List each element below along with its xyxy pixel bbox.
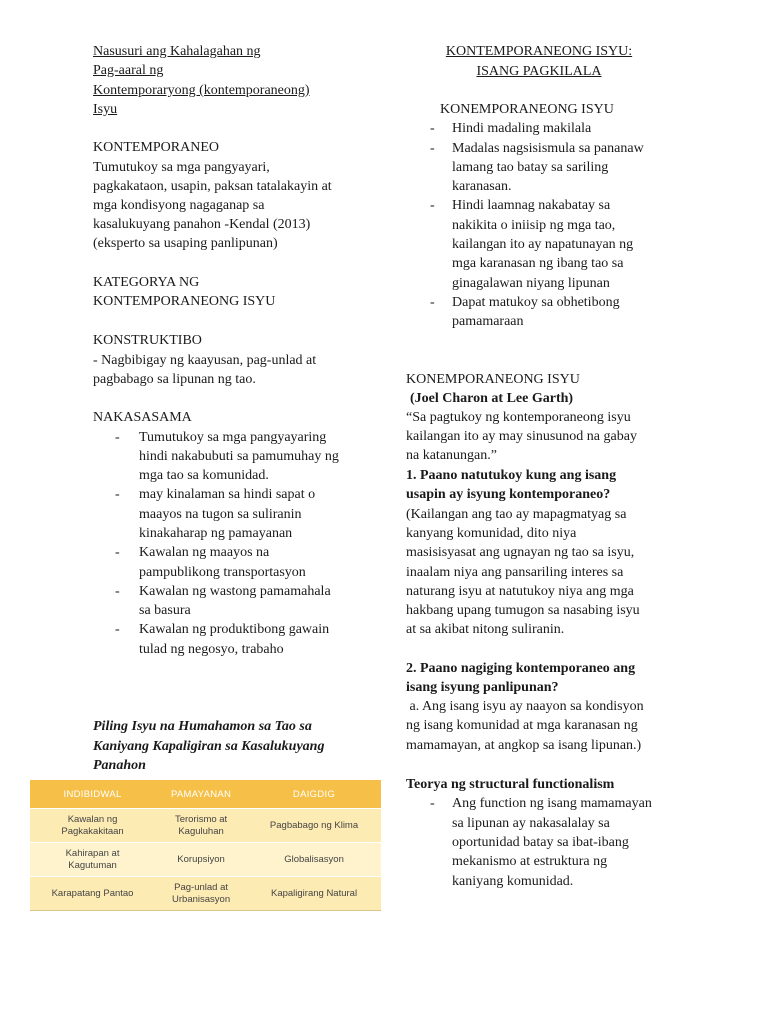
quote-line: kailangan ito ay may sinusunod na gabay [406, 429, 637, 444]
section-heading: Teorya ng structural functionalism [406, 777, 615, 792]
authors: (Joel Charon at Lee Garth) [410, 391, 574, 406]
list-item-line: Hindi laamnag nakabatay sa [452, 198, 611, 213]
table-row [30, 877, 381, 911]
list-item-line: Kawalan ng produktibong gawain [139, 622, 330, 637]
list-item-line: tulad ng negosyo, trabaho [139, 642, 284, 657]
list-item-line: lamang tao batay sa sariling [452, 160, 609, 175]
list-item-line: Tumutukoy sa mga pangyayaring [139, 430, 327, 445]
list-item-line: pamamaraan [452, 314, 524, 329]
bullet-dash: - [115, 487, 120, 502]
table-caption: Panahon [93, 758, 146, 773]
list-item-line: sa basura [139, 603, 191, 618]
header-daigdig: DAIGDIG [247, 780, 381, 809]
answer-line: naturang isyu at natutukoy niya ang mga [406, 584, 634, 599]
answer-line: at sa akibat nitong suliranin. [406, 622, 565, 637]
bullet-dash: - [115, 622, 120, 637]
bullet-dash: - [115, 584, 120, 599]
header-indibidwal: INDIBIDWAL [30, 780, 155, 809]
bullet-dash: - [430, 121, 435, 136]
paragraph-line: Tumutukoy sa mga pangyayari, [93, 160, 270, 175]
paragraph-line: kasalukuyang panahon -Kendal (2013) [93, 217, 311, 232]
paragraph-line: mga kondisyong nagaganap sa [93, 198, 265, 213]
intro-line: Pag-aaral ng [93, 63, 164, 78]
list-item-line: mga tao sa komunidad. [139, 468, 269, 483]
question-line: 1. Paano natutukoy kung ang isang [406, 468, 617, 483]
list-item-line: Kawalan ng maayos na [139, 545, 270, 560]
cell-line: Pagbabago ng Klima [269, 819, 359, 831]
bullet-dash: - [115, 430, 120, 445]
list-item-line: Dapat matukoy sa obhetibong [452, 295, 620, 310]
quote-line: “Sa pagtukoy ng kontemporaneong isyu [406, 410, 631, 425]
cell-line: Korupsiyon [177, 853, 225, 865]
table-cell [30, 843, 155, 877]
answer-line: inaalam niya ang pansariling interes sa [406, 565, 624, 580]
cell-line: Urbanisasyon [172, 893, 231, 905]
table-row [30, 843, 381, 877]
list-item-line: mekanismo at estruktura ng [452, 854, 608, 869]
list-item-line: ginagalawan niyang lipunan [452, 276, 610, 291]
table-caption: Kaniyang Kapaligiran sa Kasalukuyang [93, 739, 325, 754]
section-heading: KONTEMPORANEONG ISYU [93, 294, 276, 309]
intro-line: Kontemporaryong (kontemporaneong) [93, 83, 310, 98]
list-item-line: sa lipunan ay nakasalalay sa [452, 816, 610, 831]
list-item-line: Kawalan ng wastong pamamahala [139, 584, 331, 599]
section-heading: KONEMPORANEONG ISYU [406, 372, 580, 387]
answer-line: hakbang upang tumugon sa nasabing isyu [406, 603, 640, 618]
list-item-line: pampublikong transportasyon [139, 565, 306, 580]
section-heading: KONTEMPORANEO [93, 140, 219, 155]
table-header-row [30, 780, 381, 809]
section-heading: KONEMPORANEONG ISYU [440, 102, 614, 117]
paragraph-line: pagbabago sa lipunan ng tao. [93, 372, 256, 387]
table-cell [247, 809, 381, 843]
page-title: KONTEMPORANEONG ISYU: [445, 44, 633, 59]
question-line: 2. Paano nagiging kontemporaneo ang [406, 661, 636, 676]
list-item-line: Hindi madaling makilala [452, 121, 592, 136]
table-cell [155, 877, 247, 911]
cell-line: Kahirapan at [65, 847, 120, 859]
table-cell [247, 877, 381, 911]
question-line: usapin ay isyung kontemporaneo? [406, 487, 611, 502]
table-row [30, 809, 381, 843]
cell-line: Kagutuman [68, 859, 117, 871]
answer-line: mamamayan, at angkop sa isang lipunan.) [406, 738, 642, 753]
list-item-line: Madalas nagsisismula sa pananaw [452, 141, 644, 156]
paragraph-line: (eksperto sa usaping panlipunan) [93, 236, 278, 251]
cell-line: Pagkakakitaan [61, 825, 124, 837]
list-item-line: Ang function ng isang mamamayan [452, 796, 652, 811]
list-item-line: kaniyang komunidad. [452, 874, 574, 889]
section-heading: NAKASASAMA [93, 410, 192, 425]
section-heading: KONSTRUKTIBO [93, 333, 202, 348]
bullet-dash: - [430, 796, 435, 811]
paragraph-line: pagkakataon, usapin, paksan tatalakayin at [93, 179, 332, 194]
table-cell [247, 843, 381, 877]
table-cell [30, 877, 155, 911]
cell-line: Kaguluhan [178, 825, 224, 837]
paragraph-line: - Nagbibigay ng kaayusan, pag-unlad at [93, 353, 317, 368]
table-cell [155, 809, 247, 843]
intro-line: Isyu [93, 102, 118, 117]
list-item-line: kinakaharap ng pamayanan [139, 526, 293, 541]
section-heading: KATEGORYA NG [93, 275, 200, 290]
bullet-dash: - [430, 141, 435, 156]
list-item-line: mga karanasan ng ibang tao sa [452, 256, 624, 271]
answer-line: kanyang komunidad, dito niya [406, 526, 577, 541]
table-caption: Piling Isyu na Humahamon sa Tao sa [93, 719, 312, 734]
list-item-line: maayos na tugon sa suliranin [139, 507, 302, 522]
cell-line: Kawalan ng [67, 813, 118, 825]
page-title: ISANG PAGKILALA [476, 64, 602, 79]
issues-table [30, 780, 381, 911]
cell-line: Kapaligirang Natural [270, 887, 358, 899]
quote-line: na katanungan.” [406, 448, 497, 463]
table-cell [30, 809, 155, 843]
answer-line: ng isang komunidad at mga karanasan ng [406, 718, 638, 733]
question-line: isang isyung panlipunan? [406, 680, 559, 695]
answer-line: (Kailangan ang tao ay mapagmatyag sa [406, 507, 627, 522]
list-item-line: kailangan ito ay napatunayan ng [452, 237, 634, 252]
list-item-line: may kinalaman sa hindi sapat o [139, 487, 316, 502]
header-pamayanan: PAMAYANAN [155, 780, 247, 809]
bullet-dash: - [430, 198, 435, 213]
bullet-dash: - [115, 545, 120, 560]
table-cell [155, 843, 247, 877]
list-item-line: hindi nakabubuti sa pamumuhay ng [139, 449, 339, 464]
answer-line: masisisyasat ang ugnayan ng tao sa isyu, [406, 545, 635, 560]
cell-line: Karapatang Pantao [51, 887, 134, 899]
list-item-line: oportunidad batay sa ibat-ibang [452, 835, 629, 850]
cell-line: Terorismo at [174, 813, 228, 825]
list-item-line: nakikita o iniisip ng mga tao, [452, 218, 616, 233]
list-item-line: karanasan. [452, 179, 512, 194]
answer-line: a. Ang isang isyu ay naayon sa kondisyon [406, 699, 644, 714]
cell-line: Globalisasyon [284, 853, 344, 865]
intro-line: Nasusuri ang Kahalagahan ng [93, 44, 261, 59]
cell-line: Pag-unlad at [174, 881, 228, 893]
bullet-dash: - [430, 295, 435, 310]
